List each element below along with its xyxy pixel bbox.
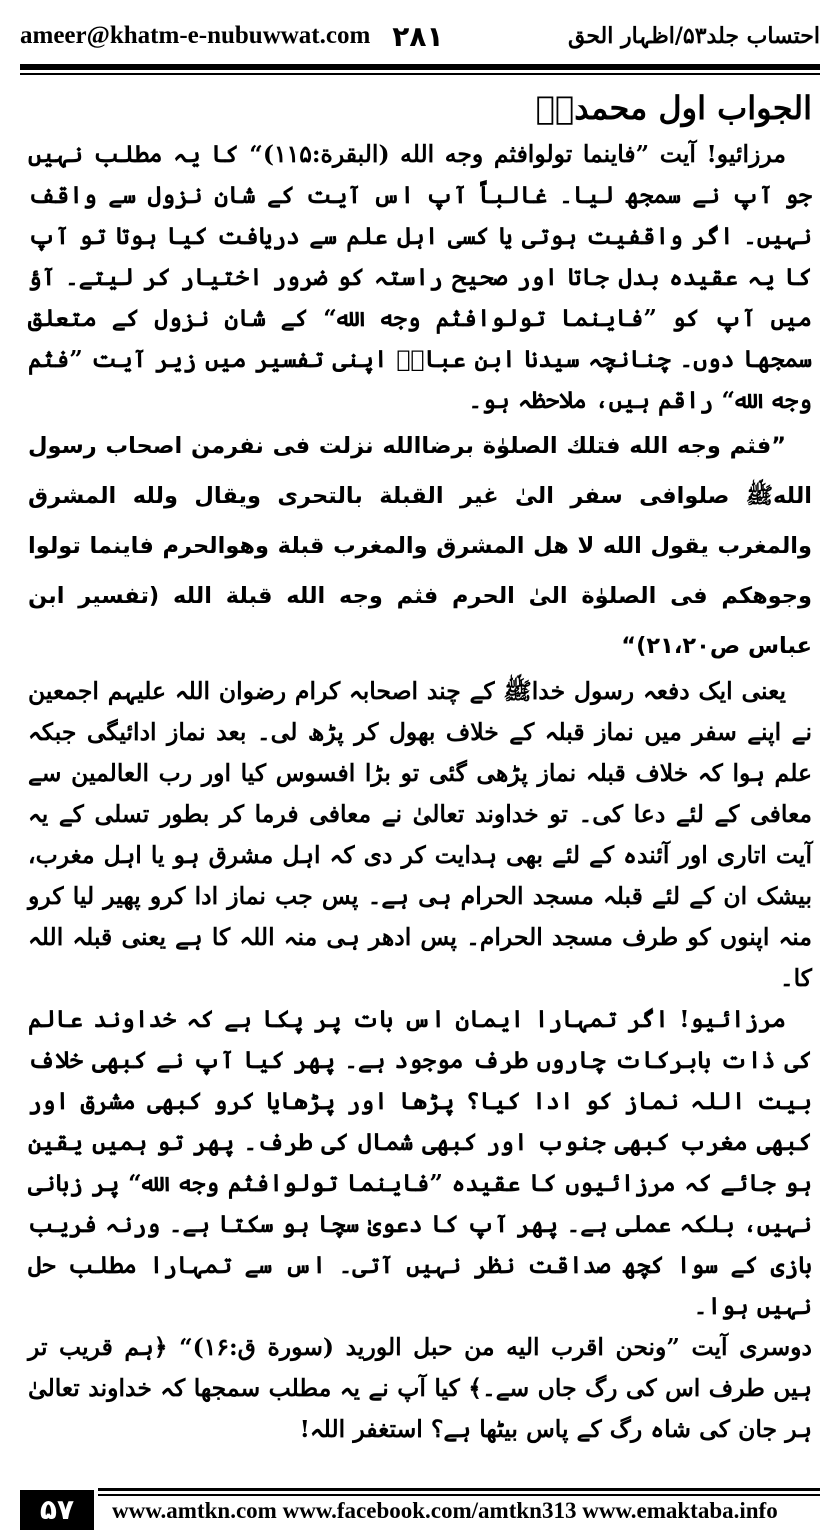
footer-page-number: ۵۷ xyxy=(20,1490,94,1530)
footer-rule-thin xyxy=(98,1494,820,1496)
header-page-number: ۲۸۱ xyxy=(392,19,444,53)
page-header xyxy=(20,14,820,58)
header-left xyxy=(20,20,444,53)
book-title: احتساب جلد۵۳/اظہار الحق xyxy=(567,23,820,49)
paragraph-2: یعنی ایک دفعہ رسول خداﷺ کے چند اصحابہ کرام رضوان اللہ علیہم اجمعین نے اپنے سفر میں نماز قبلہ کے خلاف بھول کر پڑھ لی۔ بعد نماز ادائیگی جبکہ علم ہوا کہ خلاف قبلہ نماز پڑھی گئی تو بڑا افسوس کیا اور رب العالمین سے معافی کے لئے دعا کی۔ تو خداوند تعالیٰ نے معافی فرما کر بطور تسلی کے یہ آیت اتاری اور آئندہ کے لئے بھی ہدایت کر دی کہ اہل مشرق ہو یا اہل مغرب، بیشک ان کے لئے قبلہ مسجد الحرام ہی ہے۔ پس جب نماز ادا کرو پھیر لیا کرو منہ اپنوں کو طرف مسجد الحرام۔ پس ادھر ہی منہ اللہ کا ہے یعنی قبلہ اللہ کا۔ xyxy=(28,677,812,992)
header-rule-thin xyxy=(20,73,820,75)
paragraph-4: دوسری آیت ”ونحن اقرب الیه من حبل الورید (سورة ق:۱۶)“ ﴿ہم قریب تر ہیں طرف اس کی رگ جاں سے۔﴾ کیا آپ نے یہ مطلب سمجھا کہ خداوند تعالیٰ ہر جان کی شاہ رگ کے پاس بیٹھا ہے؟ استغفر اللہ! xyxy=(28,1333,812,1443)
section-heading: الجواب اول محمدیؐ xyxy=(535,89,812,127)
page-footer xyxy=(20,1488,820,1534)
footer-links: www.amtkn.com www.facebook.com/amtkn313 www.emaktaba.info xyxy=(112,1498,778,1523)
header-rule-thick xyxy=(20,64,820,70)
arabic-quote: ”فثم وجه الله فتلك الصلوٰة برضاالله نزلت فی نفرمن اصحاب رسول اللهﷺ صلوافی سفر الیٰ غیر القبلة بالتحری ویقال ولله المشرق والمغرب یقول الله لا هل المشرق والمغرب قبلة وهوالحرم فاینما تولوا وجوهكم فی الصلوٰة الیٰ الحرم فثم وجه الله قبلة الله (تفسیر ابن عباس ص۲۱،۲۰)“ xyxy=(28,433,812,659)
page-content xyxy=(28,82,812,1450)
header-email: ameer@khatm-e-nubuwwat.com xyxy=(20,22,371,49)
paragraph-3: مرزائیو! اگر تمہارا ایمان اس بات پر پکا ہے کہ خداوند عالم کی ذات بابرکات چاروں طرف موجود ہے۔ پھر کیا آپ نے کبھی خلاف بیت اللہ نماز کو ادا کیا؟ پڑھا اور پڑھایا کرو کبھی مشرق اور کبھی مغرب کبھی جنوب اور کبھی شمال کی طرف۔ پھر تو ہمیں یقین ہو جائے کہ مرزائیوں کا عقیدہ ”فاینما تولوافثم وجه الله“ پر زبانی نہیں، بلکہ عملی ہے۔ پھر آپ کا دعویٰ سچا ہو سکتا ہے۔ ورنہ فریب بازی کے سوا کچھ صداقت نظر نہیں آتی۔ اس سے تمہارا مطلب حل نہیں ہوا۔ xyxy=(28,1005,812,1320)
footer-rule-thick xyxy=(98,1488,820,1491)
paragraph-1: مرزائیو! آیت ”فاینما تولوافثم وجه الله (البقرة:۱۱۵)“ کا یہ مطلب نہیں جو آپ نے سمجھ لیا۔ غالباً آپ اس آیت کے شان نزول سے واقف نہیں۔ اگر واقفیت ہوتی یا کسی اہل علم سے دریافت کیا ہوتا تو آپ کا یہ عقیدہ بدل جاتا اور صحیح راستہ کو ضرور اختیار کر لیتے۔ آؤ میں آپ کو ”فاینما تولوافثم وجه الله“ کے شان نزول کے متعلق سمجھا دوں۔ چنانچہ سیدنا ابن عباسؓ اپنی تفسیر میں زیر آیت ”فثم وجه الله“ راقم ہیں، ملاحظہ ہو۔ xyxy=(28,140,812,414)
